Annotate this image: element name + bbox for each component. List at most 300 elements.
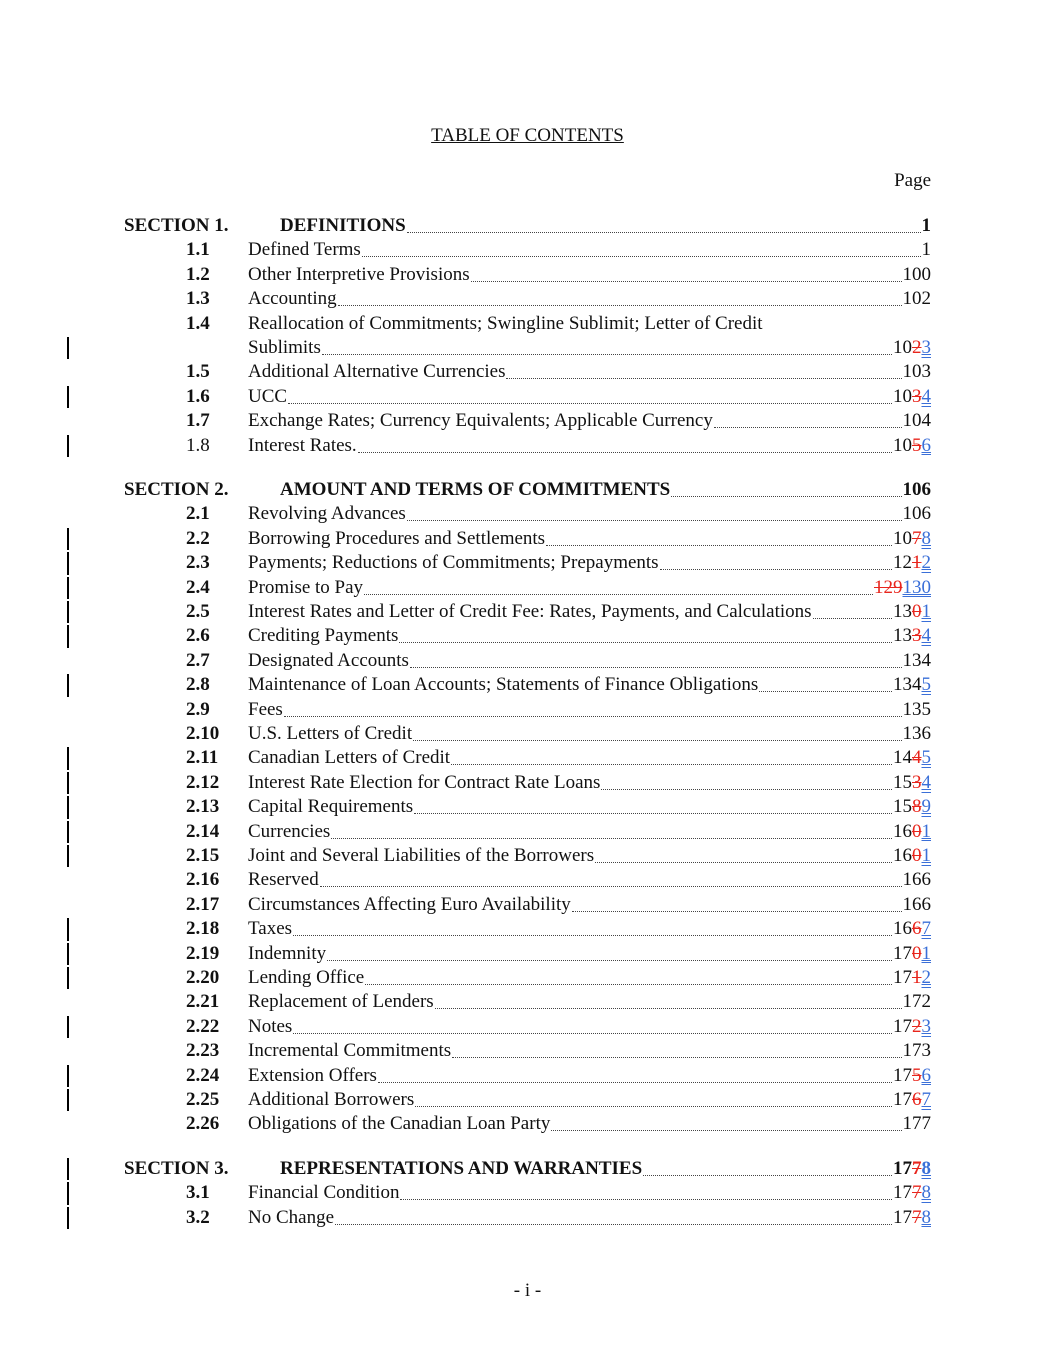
change-bar [67, 1158, 69, 1180]
toc-entry-row[interactable] [0, 263, 1055, 287]
dot-leader [293, 1033, 892, 1034]
page-number [893, 795, 931, 819]
entry-title-line [248, 600, 931, 624]
dot-leader [546, 545, 892, 546]
page-number [893, 673, 931, 697]
entry-number: 2.20 [186, 967, 220, 988]
page-number-value: 1 [921, 215, 931, 236]
entry-title-line [248, 868, 931, 892]
dot-leader [338, 305, 902, 306]
page-number-deleted: 0 [912, 820, 922, 842]
page-number-value: 103 [902, 361, 931, 383]
entry-title: Crediting Payments [248, 625, 399, 647]
entry-number: 1.5 [186, 361, 210, 383]
dot-leader [813, 618, 892, 619]
entry-number: 2.4 [186, 576, 210, 598]
page-number-deleted: 5 [912, 1064, 922, 1086]
change-bar [67, 943, 69, 965]
page-number [922, 238, 932, 262]
page-number [893, 1157, 931, 1181]
dot-leader [595, 862, 892, 863]
page-number-inserted: 5 [921, 674, 931, 696]
change-bar [67, 674, 69, 696]
change-bar [67, 601, 69, 623]
toc-entry-row[interactable] [0, 966, 1055, 990]
page-number-base: 17 [893, 1015, 912, 1037]
page-number-value: 106 [902, 503, 931, 525]
page-number-deleted: 8 [912, 796, 922, 818]
entry-number: 1.7 [186, 410, 210, 432]
toc-entry-row[interactable] [0, 698, 1055, 722]
change-bar [67, 337, 69, 359]
toc-entry-row[interactable] [0, 409, 1055, 433]
entry-title: Extension Offers [248, 1064, 377, 1086]
dot-leader [293, 935, 892, 936]
page-number [893, 385, 931, 409]
page-number-base: 10 [893, 337, 912, 358]
entry-number: 2.23 [186, 1040, 220, 1062]
page-number-value: 102 [902, 288, 931, 310]
page-number [893, 1206, 931, 1230]
page-number [893, 746, 931, 770]
page-number [893, 624, 931, 648]
entry-title-line [248, 238, 931, 262]
toc-entry-row[interactable] [0, 360, 1055, 384]
toc-entry-row[interactable] [0, 238, 1055, 262]
entry-title-line [248, 360, 931, 384]
dot-leader [322, 354, 892, 355]
entry-title: Circumstances Affecting Euro Availability [248, 893, 571, 915]
page-number [893, 966, 931, 990]
change-bar [67, 386, 69, 408]
page-number-deleted: 1 [912, 967, 922, 988]
entry-title: Interest Rate Election for Contract Rate Loans [248, 771, 601, 793]
page-number-inserted: 5 [921, 747, 931, 769]
dot-leader [358, 452, 892, 453]
change-bar [67, 821, 69, 843]
toc-entry-row[interactable] [0, 1181, 1055, 1205]
entry-title-line [248, 385, 931, 409]
entry-number: 1.4 [186, 312, 210, 334]
toc-entry-row[interactable] [0, 673, 1055, 697]
entry-title-line [248, 576, 931, 600]
dot-leader [551, 1130, 901, 1131]
entry-number: 2.14 [186, 820, 220, 842]
entry-title: Canadian Letters of Credit [248, 747, 451, 769]
section-title-line [280, 1157, 931, 1181]
page-number-inserted: 4 [921, 771, 931, 793]
page-number-value: 100 [902, 263, 931, 285]
page-number [893, 1064, 931, 1088]
page-number-inserted: 9 [921, 796, 931, 818]
entry-title-line [248, 795, 931, 819]
page-number-base: 13 [893, 625, 912, 647]
page-number-value: 177 [902, 1113, 931, 1135]
page-number-value: 135 [902, 698, 931, 720]
dot-leader [660, 569, 892, 570]
change-bar [67, 1207, 69, 1229]
page-number [903, 868, 932, 892]
toc-entry-row[interactable] [0, 1064, 1055, 1088]
entry-number: 1.8 [186, 434, 210, 456]
dot-leader [415, 1106, 892, 1107]
dot-leader [362, 256, 921, 257]
toc-entry-row[interactable] [0, 576, 1055, 600]
page-number-deleted: 1 [912, 552, 922, 574]
toc-entry-row[interactable] [0, 1112, 1055, 1136]
section-title: AMOUNT AND TERMS OF COMMITMENTS [280, 479, 671, 500]
dot-leader [671, 496, 901, 497]
page-number-base: 17 [893, 1157, 912, 1179]
entry-number: 2.19 [186, 942, 220, 964]
entry-title-line [248, 434, 931, 458]
entry-title: Lending Office [248, 967, 365, 988]
entry-title-line [248, 1064, 931, 1088]
toc-entry-row[interactable] [0, 551, 1055, 575]
entry-title: Financial Condition [248, 1182, 400, 1204]
toc-entry-row[interactable] [0, 624, 1055, 648]
entry-number: 1.2 [186, 263, 210, 285]
section-label: SECTION 3. [124, 1157, 229, 1179]
page-number-base: 17 [893, 1089, 912, 1110]
page-number-value: 134 [902, 649, 931, 671]
change-bar [67, 967, 69, 989]
page-number-base: 13 [893, 601, 912, 622]
toc-entry-row[interactable] [0, 1039, 1055, 1063]
dot-leader [288, 403, 892, 404]
dot-leader [335, 1224, 892, 1225]
entry-title: Indemnity [248, 942, 327, 964]
entry-title-line [248, 673, 931, 697]
toc-entry-row[interactable] [0, 600, 1055, 624]
change-bar [67, 577, 69, 599]
page-number-base: 17 [893, 967, 912, 988]
page-number-base: 17 [893, 1182, 912, 1204]
page-number [903, 478, 932, 502]
dot-leader [643, 1175, 892, 1176]
toc-entry-row[interactable] [0, 942, 1055, 966]
change-bar [67, 747, 69, 769]
toc-entry-row[interactable] [0, 1088, 1055, 1112]
page-number-inserted: 7 [921, 918, 931, 940]
entry-title-line [248, 336, 931, 360]
toc-entry-row[interactable] [0, 893, 1055, 917]
toc-entry-row[interactable] [0, 844, 1055, 868]
entry-title-line [248, 1088, 931, 1112]
toc-section-row[interactable] [0, 478, 1055, 502]
section-title: REPRESENTATIONS AND WARRANTIES [280, 1157, 643, 1179]
entry-title: Maintenance of Loan Accounts; Statements of Finance Obligations [248, 674, 759, 696]
entry-number: 2.26 [186, 1113, 220, 1135]
page-number-inserted: 3 [921, 1015, 931, 1037]
page-number-deleted: 0 [912, 845, 922, 866]
entry-title-line [248, 502, 931, 526]
toc-entry-row[interactable] [0, 820, 1055, 844]
entry-number: 2.15 [186, 845, 220, 866]
entry-title: Payments; Reductions of Commitments; Prepayments [248, 552, 659, 574]
entry-title: Interest Rates and Letter of Credit Fee: Rates, Payments, and Calculations [248, 601, 812, 622]
entry-title: Other Interpretive Provisions [248, 263, 470, 285]
dot-leader [759, 691, 892, 692]
toc-entry-row[interactable] [0, 434, 1055, 458]
page-number-value: 166 [902, 893, 931, 915]
dot-leader [714, 427, 902, 428]
entry-title: Promise to Pay [248, 576, 364, 598]
page-number-inserted: 3 [921, 337, 931, 358]
entry-title: Fees [248, 698, 283, 720]
entry-number: 3.2 [186, 1206, 210, 1228]
change-bar [67, 918, 69, 940]
entry-title-line [248, 649, 931, 673]
dot-leader [435, 1008, 902, 1009]
page-number-base: 16 [893, 820, 912, 842]
page-number [893, 771, 931, 795]
page-number-inserted: 1 [921, 601, 931, 622]
page-number-deleted: 6 [912, 918, 922, 940]
entry-title-line [248, 263, 931, 287]
page-number-base: 17 [893, 942, 912, 964]
page-number [903, 1112, 932, 1136]
toc-entry-row[interactable] [0, 527, 1055, 551]
entry-title: UCC [248, 385, 288, 407]
entry-title-line [248, 527, 931, 551]
entry-title-line [248, 409, 931, 433]
change-bar [67, 1182, 69, 1204]
entry-title: Interest Rates. [248, 434, 357, 456]
entry-number: 2.18 [186, 918, 220, 940]
dot-leader [451, 764, 892, 765]
toc-entry-row[interactable] [0, 649, 1055, 673]
entry-title: Reserved [248, 869, 319, 891]
toc-entry-row[interactable] [0, 990, 1055, 1014]
page-number [874, 576, 931, 600]
dot-leader [572, 911, 902, 912]
dot-leader [414, 813, 892, 814]
entry-title-line [248, 312, 931, 336]
entry-number: 2.25 [186, 1089, 220, 1110]
dot-leader [407, 232, 921, 233]
page-number-deleted: 4 [912, 747, 922, 769]
entry-number: 2.7 [186, 649, 210, 671]
page-number-value: 104 [902, 410, 931, 432]
page-number [903, 990, 932, 1014]
section-label: SECTION 2. [124, 479, 229, 500]
entry-number: 2.12 [186, 771, 220, 793]
entry-title-line [248, 1112, 931, 1136]
page-number [903, 360, 932, 384]
entry-title-line [248, 1206, 931, 1230]
page-number-deleted: 129 [874, 576, 903, 598]
page-number-inserted: 4 [921, 385, 931, 407]
toc-entry-row[interactable] [0, 1206, 1055, 1230]
page-number-deleted: 7 [912, 1206, 922, 1228]
toc-entry-row[interactable] [0, 746, 1055, 770]
page-number-inserted: 2 [921, 967, 931, 988]
toc-section-row[interactable] [0, 214, 1055, 238]
entry-title-line [248, 287, 931, 311]
page-footer: - i - [513, 1280, 542, 1301]
page-number [893, 1015, 931, 1039]
entry-title: Replacement of Lenders [248, 991, 434, 1013]
toc-entry-row[interactable] [0, 722, 1055, 746]
page-number-deleted: 3 [912, 385, 922, 407]
page-number-base: 17 [893, 1064, 912, 1086]
page-number-value: 173 [902, 1040, 931, 1062]
entry-title: Incremental Commitments [248, 1040, 452, 1062]
toc-entry-row[interactable] [0, 312, 1055, 336]
entry-number: 2.22 [186, 1015, 220, 1037]
section-title-line [280, 478, 931, 502]
page-number-deleted: 0 [912, 942, 922, 964]
page-number-inserted: 6 [921, 434, 931, 456]
dot-leader [410, 667, 902, 668]
page-number-inserted: 1 [921, 942, 931, 964]
toc-entry-row[interactable] [0, 502, 1055, 526]
toc-entry-row[interactable] [0, 1015, 1055, 1039]
page-number-deleted: 5 [912, 434, 922, 456]
entry-title-line [248, 990, 931, 1014]
page-number-base: 15 [893, 796, 912, 818]
dot-leader [364, 594, 873, 595]
change-bar [67, 796, 69, 818]
entry-number: 2.21 [186, 991, 220, 1013]
page-number-value: 106 [902, 479, 931, 500]
page-number-inserted: 4 [921, 625, 931, 647]
entry-title: Revolving Advances [248, 503, 406, 525]
dot-leader [365, 984, 892, 985]
page-number-base: 17 [893, 1206, 912, 1228]
change-bar [67, 552, 69, 574]
entry-title-line [248, 771, 931, 795]
page-number [893, 336, 931, 360]
section-label: SECTION 1. [124, 215, 229, 236]
page-number-deleted: 3 [912, 625, 922, 647]
entry-title-line [248, 746, 931, 770]
entry-title-line [248, 966, 931, 990]
toc-title: TABLE OF CONTENTS [431, 125, 624, 146]
page-number [903, 1039, 932, 1063]
dot-leader [327, 960, 892, 961]
page-number-base: 14 [893, 747, 912, 769]
entry-title: Accounting [248, 288, 337, 310]
dot-leader [399, 642, 892, 643]
page-number-inserted: 7 [921, 1089, 931, 1110]
page-number-base: 10 [893, 434, 912, 456]
page-number [903, 287, 932, 311]
toc-entry-row[interactable] [0, 287, 1055, 311]
dot-leader [413, 740, 901, 741]
page-number-inserted: 2 [921, 552, 931, 574]
entry-number: 2.6 [186, 625, 210, 647]
entry-number: 1.1 [186, 239, 210, 261]
change-bar [67, 528, 69, 550]
page-number-deleted: 7 [912, 1157, 922, 1179]
entry-title: Capital Requirements [248, 796, 414, 818]
entry-title-line [248, 820, 931, 844]
page-number-base: 12 [893, 552, 912, 574]
toc-entry-row[interactable] [0, 795, 1055, 819]
entry-title: No Change [248, 1206, 335, 1228]
entry-title-line [248, 893, 931, 917]
entry-number: 2.8 [186, 674, 210, 696]
entry-number: 2.24 [186, 1064, 220, 1086]
toc-entry-row[interactable] [0, 868, 1055, 892]
entry-title-line [248, 722, 931, 746]
page-number [893, 551, 931, 575]
change-bar [67, 625, 69, 647]
change-bar [67, 845, 69, 867]
page-number-base: 10 [893, 527, 912, 549]
page-number-inserted: 6 [921, 1064, 931, 1086]
entry-title-line [248, 1015, 931, 1039]
toc-entry-row[interactable] [0, 917, 1055, 941]
page-number [893, 600, 931, 624]
page-number-deleted: 7 [912, 527, 922, 549]
entry-title: Additional Alternative Currencies [248, 361, 506, 383]
entry-title-line [248, 698, 931, 722]
dot-leader [378, 1082, 892, 1083]
entry-number: 3.1 [186, 1182, 210, 1204]
entry-title: Exchange Rates; Currency Equivalents; Applicable Currency [248, 410, 713, 432]
dot-leader [452, 1057, 901, 1058]
page-number-deleted: 3 [912, 771, 922, 793]
page-number [893, 1181, 931, 1205]
toc-entry-row[interactable] [0, 771, 1055, 795]
page-number-inserted: 8 [921, 1157, 931, 1179]
entry-title: Currencies [248, 820, 331, 842]
entry-title: Taxes [248, 918, 293, 940]
toc-section-row[interactable] [0, 1157, 1055, 1181]
entry-number: 2.9 [186, 698, 210, 720]
entry-title: U.S. Letters of Credit [248, 723, 413, 744]
page-number-inserted: 130 [902, 576, 931, 598]
page-number-inserted: 1 [921, 845, 931, 866]
page-number [903, 409, 932, 433]
page-number-base: 15 [893, 771, 912, 793]
entry-number: 2.1 [186, 503, 210, 525]
page-number [893, 820, 931, 844]
entry-number: 2.5 [186, 601, 210, 622]
change-bar [67, 1089, 69, 1111]
entry-title: Obligations of the Canadian Loan Party [248, 1113, 551, 1135]
page-number [893, 844, 931, 868]
dot-leader [284, 716, 902, 717]
toc-entry-row[interactable] [0, 385, 1055, 409]
section-title: DEFINITIONS [280, 215, 406, 236]
entry-title-continued: Sublimits [248, 337, 321, 358]
page-number-value: 136 [902, 723, 931, 744]
page-number-value: 166 [902, 869, 931, 891]
page-number [903, 893, 932, 917]
page-number [893, 1088, 931, 1112]
page-number-base: 10 [893, 385, 912, 407]
change-bar [67, 1016, 69, 1038]
change-bar [67, 1065, 69, 1087]
page-number-inserted: 8 [921, 527, 931, 549]
page-number [903, 263, 932, 287]
entry-number: 1.3 [186, 288, 210, 310]
page-number-deleted: 6 [912, 1089, 922, 1110]
change-bar [67, 435, 69, 457]
entry-title: Notes [248, 1015, 293, 1037]
page-column-label: Page [894, 170, 931, 191]
entry-title: Joint and Several Liabilities of the Borrowers [248, 845, 595, 866]
entry-number: 2.2 [186, 527, 210, 549]
entry-number: 2.10 [186, 723, 220, 744]
toc-entry-row-continued[interactable] [0, 336, 1055, 360]
page-number [893, 917, 931, 941]
section-title-line [280, 214, 931, 238]
